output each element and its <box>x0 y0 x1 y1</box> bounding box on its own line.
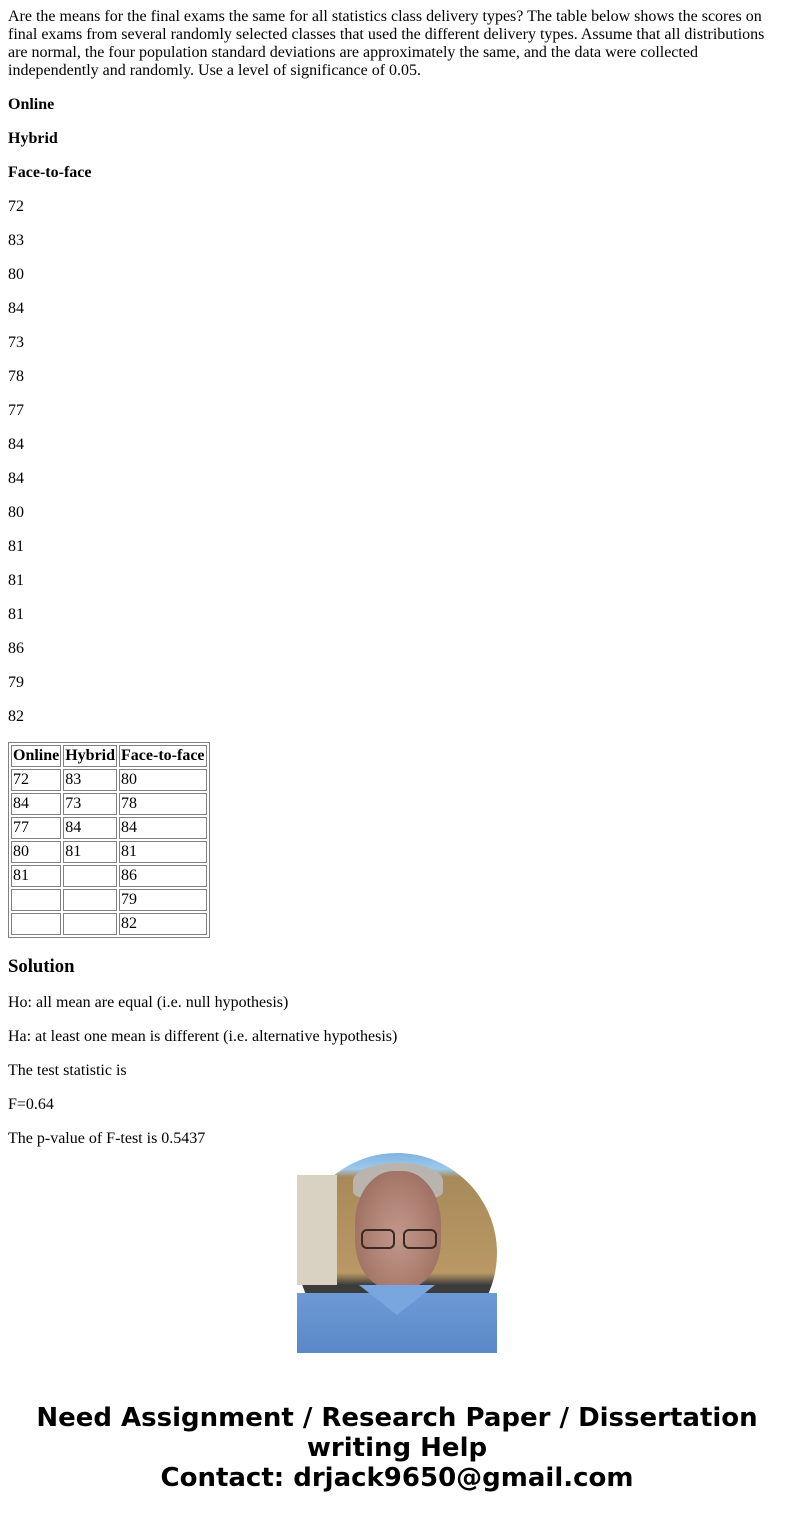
flat-value: 80 <box>8 504 24 521</box>
table-cell <box>11 889 61 911</box>
table-row <box>11 817 207 839</box>
flat-value: 84 <box>8 300 24 317</box>
table-cell: 84 <box>11 793 61 815</box>
table-cell: 81 <box>119 841 207 863</box>
flat-value: 81 <box>8 538 24 555</box>
table-cell: 84 <box>63 817 117 839</box>
table-cell <box>63 889 117 911</box>
flat-value: 73 <box>8 334 24 351</box>
column-header-hybrid: Hybrid <box>63 745 117 767</box>
flat-value: 84 <box>8 470 24 487</box>
header-hybrid: Hybrid <box>8 130 58 147</box>
header-face-to-face: Face-to-face <box>8 164 92 181</box>
alternative-hypothesis: Ha: at least one mean is different (i.e. alternative hypothesis) <box>8 1028 398 1045</box>
table-cell: 79 <box>119 889 207 911</box>
glasses-shape <box>361 1229 437 1247</box>
flat-value: 78 <box>8 368 24 385</box>
table-cell: 81 <box>63 841 117 863</box>
solution-heading: Solution <box>8 956 75 977</box>
table-row <box>11 913 207 935</box>
promo-contact: Contact: drjack9650@gmail.com <box>160 1463 634 1493</box>
test-statistic-label: The test statistic is <box>8 1062 127 1079</box>
flat-value: 72 <box>8 198 24 215</box>
column-header-face-to-face: Face-to-face <box>119 745 207 767</box>
table-row <box>11 841 207 863</box>
table-cell: 80 <box>11 841 61 863</box>
flat-value: 77 <box>8 402 24 419</box>
table-cell: 77 <box>11 817 61 839</box>
flat-value: 84 <box>8 436 24 453</box>
table-cell: 84 <box>119 817 207 839</box>
table-cell <box>63 865 117 887</box>
flat-value: 82 <box>8 708 24 725</box>
promo-banner <box>0 1403 794 1493</box>
table-row <box>11 793 207 815</box>
header-online: Online <box>8 96 55 113</box>
table-cell <box>11 913 61 935</box>
flat-value: 79 <box>8 674 24 691</box>
table-cell: 83 <box>63 769 117 791</box>
table-cell <box>63 913 117 935</box>
p-value-line: The p-value of F-test is 0.5437 <box>8 1130 206 1147</box>
table-row <box>11 769 207 791</box>
question-text: Are the means for the final exams the same for all statistics class delivery types? The table below shows the scores on final exams from several randomly selected classes that used the different delivery types. Assume that all distributions are normal, the four population standard deviations are approximately the same, and the data were collected independently and randomly. Use a level of significance of 0.05. <box>8 8 765 79</box>
table-cell: 78 <box>119 793 207 815</box>
table-header-row <box>11 745 207 767</box>
flat-value: 86 <box>8 640 24 657</box>
promo-line-2: writing Help <box>306 1433 488 1463</box>
flat-value: 81 <box>8 606 24 623</box>
table-row <box>11 889 207 911</box>
promo-line-1: Need Assignment / Research Paper / Dissertation <box>36 1403 758 1433</box>
scores-table <box>8 742 210 938</box>
f-value: F=0.64 <box>8 1096 54 1113</box>
flat-value: 83 <box>8 232 24 249</box>
table-cell: 72 <box>11 769 61 791</box>
tutor-avatar-photo <box>297 1153 497 1353</box>
table-cell: 86 <box>119 865 207 887</box>
table-row <box>11 865 207 887</box>
table-cell: 73 <box>63 793 117 815</box>
null-hypothesis: Ho: all mean are equal (i.e. null hypothesis) <box>8 994 289 1011</box>
column-header-online: Online <box>11 745 61 767</box>
table-cell: 81 <box>11 865 61 887</box>
table-cell: 80 <box>119 769 207 791</box>
flat-value: 80 <box>8 266 24 283</box>
flat-value: 81 <box>8 572 24 589</box>
table-cell: 82 <box>119 913 207 935</box>
